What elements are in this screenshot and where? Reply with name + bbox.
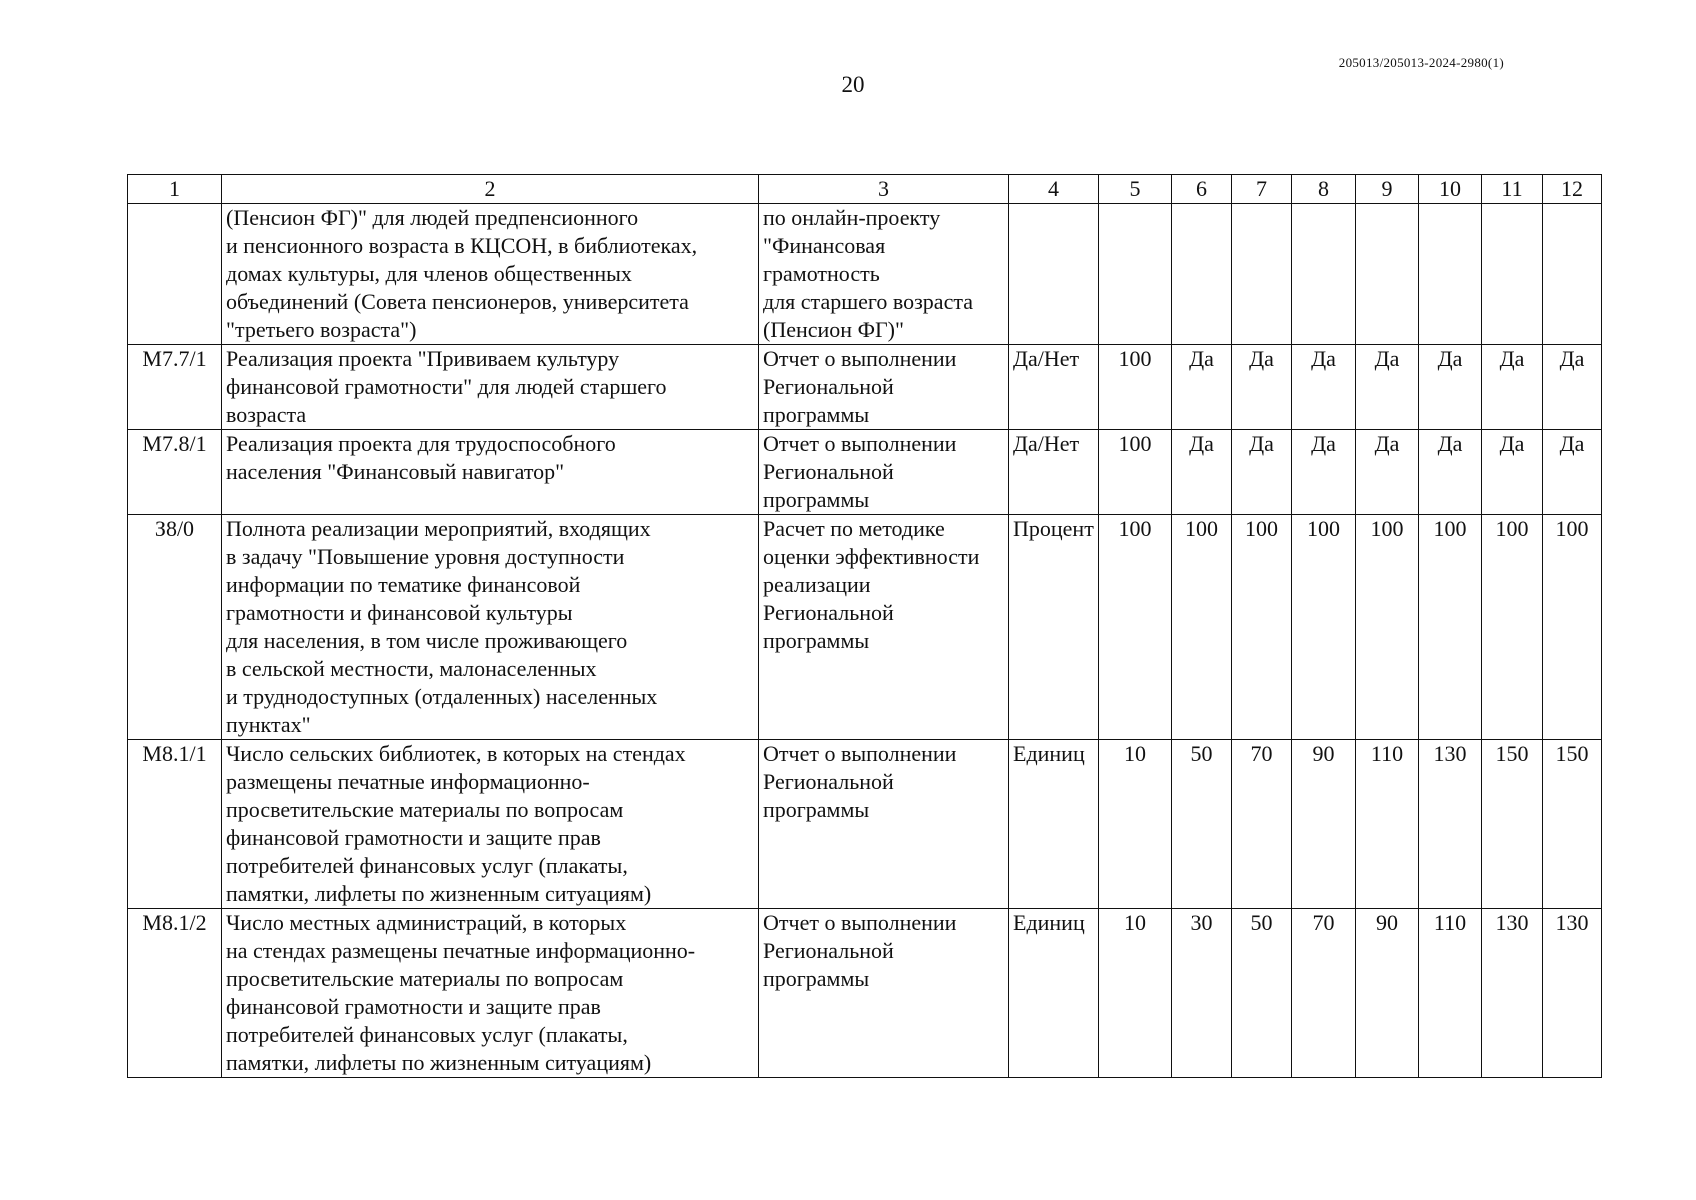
text-line: программы [763,797,870,822]
indicator-code [128,204,222,345]
indicator-value: 10 [1099,909,1172,1078]
indicator-value: 100 [1419,515,1482,740]
text-line: оценки эффективности [763,544,980,569]
text-line: Отчет о выполнении [763,910,957,935]
indicator-value: Да [1482,430,1543,515]
text-line: Расчет по методике [763,516,945,541]
text-line: Число сельских библиотек, в которых на стендах [226,741,686,766]
text-line: памятки, лифлеты по жизненным ситуациям) [226,1050,652,1075]
indicator-value: Да [1172,345,1232,430]
table-row [128,740,1602,909]
text-line: для старшего возраста [763,289,973,314]
text-line: финансовой грамотности и защите прав [226,825,601,850]
text-line: финансовой грамотности и защите прав [226,994,601,1019]
indicator-value [1099,204,1172,345]
indicator-description [222,515,759,740]
text-line: в задачу "Повышение уровня доступности [226,544,625,569]
indicator-value: 100 [1172,515,1232,740]
text-line: в сельской местности, малонаселенных [226,656,597,681]
indicator-value: 100 [1292,515,1356,740]
indicator-value: 30 [1172,909,1232,1078]
indicator-value: 100 [1099,515,1172,740]
indicator-value [1356,204,1419,345]
text-line: Региональной [763,374,894,399]
text-line: по онлайн-проекту [763,205,941,230]
column-header: 10 [1419,175,1482,204]
indicator-value: Да [1356,345,1419,430]
text-line: грамотность [763,261,880,286]
indicator-value: 100 [1356,515,1419,740]
text-line: домах культуры, для членов общественных [226,261,632,286]
indicator-value: Да [1292,430,1356,515]
text-line: реализации [763,572,871,597]
text-line: программы [763,628,870,653]
text-line: "третьего возраста") [226,317,417,342]
indicator-source [759,204,1009,345]
indicator-value: Да [1543,345,1602,430]
indicator-value: 100 [1099,345,1172,430]
indicator-value: Да [1543,430,1602,515]
indicator-value: 70 [1292,909,1356,1078]
indicator-value: Да [1482,345,1543,430]
indicator-value: 110 [1419,909,1482,1078]
text-line: и пенсионного возраста в КЦСОН, в библиотеках, [226,233,698,258]
indicator-code: М8.1/1 [128,740,222,909]
indicator-value: 110 [1356,740,1419,909]
text-line: Региональной [763,459,894,484]
table-body [128,204,1602,1078]
indicator-value [1292,204,1356,345]
column-header: 1 [128,175,222,204]
indicator-value: Да [1292,345,1356,430]
indicator-source [759,515,1009,740]
text-line: просветительские материалы по вопросам [226,966,624,991]
text-line: Реализация проекта для трудоспособного [226,431,616,456]
column-header: 7 [1232,175,1292,204]
indicator-unit: Единиц [1009,909,1099,1078]
indicator-description [222,740,759,909]
text-line: и труднодоступных (отдаленных) населенных [226,684,658,709]
indicator-value: 130 [1543,909,1602,1078]
table-row [128,345,1602,430]
text-line: программы [763,402,870,427]
document-id: 205013/205013-2024-2980(1) [1338,55,1504,70]
text-line: Региональной [763,938,894,963]
indicator-source [759,909,1009,1078]
column-header: 12 [1543,175,1602,204]
indicator-value: 150 [1482,740,1543,909]
column-header: 4 [1009,175,1099,204]
indicator-unit: Да/Нет [1009,345,1099,430]
indicator-value: 100 [1099,430,1172,515]
table-row [128,909,1602,1078]
indicator-unit: Процент [1009,515,1099,740]
column-header: 11 [1482,175,1543,204]
column-header: 5 [1099,175,1172,204]
indicator-value [1172,204,1232,345]
column-header: 6 [1172,175,1232,204]
indicator-code: М8.1/2 [128,909,222,1078]
text-line: просветительские материалы по вопросам [226,797,624,822]
text-line: Отчет о выполнении [763,741,957,766]
indicator-value: 100 [1482,515,1543,740]
column-header: 9 [1356,175,1419,204]
indicator-code: З8/0 [128,515,222,740]
indicator-unit [1009,204,1099,345]
text-line: населения "Финансовый навигатор" [226,459,565,484]
text-line: размещены печатные информационно- [226,769,590,794]
indicator-description [222,345,759,430]
indicator-value: 150 [1543,740,1602,909]
text-line: Число местных администраций, в которых [226,910,627,935]
text-line: потребителей финансовых услуг (плакаты, [226,1022,628,1047]
indicator-value [1232,204,1292,345]
indicator-value: 100 [1543,515,1602,740]
text-line: программы [763,487,870,512]
indicator-value: 90 [1292,740,1356,909]
indicator-value: 90 [1356,909,1419,1078]
indicator-value: 130 [1419,740,1482,909]
indicator-value: 130 [1482,909,1543,1078]
indicator-value: Да [1232,345,1292,430]
column-header: 8 [1292,175,1356,204]
indicator-code: М7.7/1 [128,345,222,430]
indicator-source [759,345,1009,430]
indicator-value: 10 [1099,740,1172,909]
text-line: Реализация проекта "Прививаем культуру [226,346,620,371]
text-line: для населения, в том числе проживающего [226,628,628,653]
indicator-value: 70 [1232,740,1292,909]
indicator-value: Да [1172,430,1232,515]
indicator-value [1419,204,1482,345]
text-line: Отчет о выполнении [763,431,957,456]
indicator-code: М7.8/1 [128,430,222,515]
indicators-table [127,174,1602,1078]
table-row [128,430,1602,515]
indicator-value: Да [1419,430,1482,515]
indicator-value [1543,204,1602,345]
indicator-unit: Единиц [1009,740,1099,909]
page-number: 20 [841,72,865,97]
indicator-unit: Да/Нет [1009,430,1099,515]
indicator-value: 50 [1172,740,1232,909]
indicator-value: 100 [1232,515,1292,740]
indicator-description [222,430,759,515]
text-line: Отчет о выполнении [763,346,957,371]
indicator-value: Да [1356,430,1419,515]
text-line: Региональной [763,769,894,794]
text-line: памятки, лифлеты по жизненным ситуациям) [226,881,652,906]
text-line: Региональной [763,600,894,625]
indicator-description [222,204,759,345]
text-line: финансовой грамотности" для людей старшего [226,374,667,399]
table-row [128,515,1602,740]
indicator-value: 50 [1232,909,1292,1078]
indicator-source [759,430,1009,515]
text-line: программы [763,966,870,991]
indicator-description [222,909,759,1078]
text-line: (Пенсион ФГ)" для людей предпенсионного [226,205,639,230]
text-line: на стендах размещены печатные информационно- [226,938,696,963]
text-line: возраста [226,402,307,427]
text-line: грамотности и финансовой культуры [226,600,573,625]
text-line: "Финансовая [763,233,886,258]
text-line: потребителей финансовых услуг (плакаты, [226,853,628,878]
indicator-value [1482,204,1543,345]
text-line: (Пенсион ФГ)" [763,317,904,342]
column-header: 2 [222,175,759,204]
text-line: Полнота реализации мероприятий, входящих [226,516,651,541]
indicator-value: Да [1232,430,1292,515]
text-line: пунктах" [226,712,311,737]
text-line: информации по тематике финансовой [226,572,581,597]
column-header: 3 [759,175,1009,204]
indicator-value: Да [1419,345,1482,430]
indicator-source [759,740,1009,909]
text-line: объединений (Совета пенсионеров, университета [226,289,689,314]
table-header-row [128,175,1602,204]
table-row [128,204,1602,345]
